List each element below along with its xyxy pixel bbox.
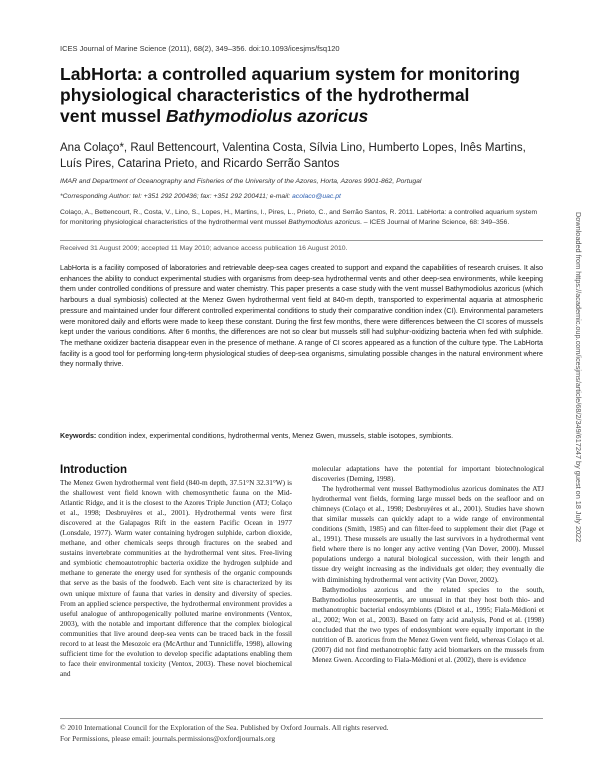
authors-line-1: Ana Colaço*, Raul Bettencourt, Valentina Costa, Sílvia Lino, Humberto Lopes, Inês Martins,: [60, 142, 526, 154]
header-divider: [60, 240, 543, 241]
download-watermark: Downloaded from https://academic.oup.com/icesjms/article/68/2/349/617247 by guest on 18 July 2022: [574, 212, 583, 543]
author-list: [60, 140, 540, 172]
affiliation: [60, 178, 540, 185]
corresponding-author: [60, 193, 540, 200]
copyright-line-2: For Permissions, please email: journals.permissions@oxfordjournals.org: [60, 733, 276, 743]
keywords-text: condition index, experimental conditions, hydrothermal vents, Menez Gwen, mussels, stable isotopes, symbionts.: [96, 432, 454, 440]
title-line-3: [60, 106, 530, 127]
citation: [60, 208, 540, 227]
footer-divider: [60, 718, 543, 719]
right-column: [312, 464, 544, 665]
publication-dates: Received 31 August 2009; accepted 11 May 2010; advance access publication 16 August 2010.: [60, 245, 348, 252]
running-head: ICES Journal of Marine Science (2011), 68(2), 349–356. doi:10.1093/icesjms/fsq120: [60, 44, 340, 53]
left-column: [60, 478, 292, 679]
copyright-line-1: © 2010 International Council for the Exploration of the Sea. Published by Oxford Journals. All rights reserved.: [60, 723, 389, 732]
intro-paragraph-1: The Menez Gwen hydrothermal vent field (840-m depth, 37.51°N 32.31°W) is the shallowest vent field known with chemosynthetic fauna on the Mid-Atlantic Ridge, and it is the closest to the Azores Triple Junction (ATJ; Colaço et al., 1998; Desbruyères et al., 2001). Hydrothermal vents were first discovered at the Galapagos Rift in the eastern Pacific Ocean in 1977 (Lonsdale, 1977). Warm water containing hydrogen sulphide, carbon dioxide, methane, and other chemicals seeps through fractures on the seabed and sustains invertebrate communities at the hydrothermal vent sites. Free-living and symbiotic chemoautotrophic bacteria oxidize the hydrogen sulphide and methane to generate the energy used for synthesis of the organic compounds that serve as the basis of the foodweb. Each vent site is characterized by its own unique mixture of fauna that varies in density and diversity of species. From an applied science perspective, the hydrothermal environment provides a useful analogue of anthropogenically polluted marine environments (Ventox, 2003), with the notable and important difference that the complex biological communities that live around deep-sea vents can be traced back in the fossil record to at least the Mesozoic era (McArthur and Tunnicliffe, 1998), allowing sufficient time for the evolution to develop specific adaptations enabling them to face their environmental toxicity (Ventox, 2003). These novel biochemical and: [60, 478, 292, 678]
authors-line-2: Luís Pires, Catarina Prieto, and Ricardo Serrão Santos: [60, 158, 340, 170]
intro-paragraph-continued: molecular adaptations have the potential for important biotechnological discoveries (Deming, 1998).: [312, 464, 544, 484]
title-line-1: LabHorta: a controlled aquarium system for monitoring: [60, 64, 520, 84]
intro-paragraph-3: Bathymodiolus azoricus and the related species to the south, Bathymodiolus puteoserpentis, are unusual in that they host both thio- and methanotrophic bacterial endosymbionts (Distel et al., 1995; Fiala-Médioni et al., 2002; Won et al., 2003). Based on fatty acid analysis, Pond et al. (1998) concluded that the two types of endosymbiont were equally important in the nutrition of B. azoricus from the Menez Gwen vent field, whereas Colaço et al. (2007) did not find methanotrophic fatty acid biomarkers on the mussels from Menez Gwen. According to Fiala-Médioni et al. (2002), there is evidence: [312, 584, 544, 664]
copyright-notice: [60, 723, 388, 744]
citation-part-2: . – ICES Journal of Marine Science, 68: 349–356.: [359, 218, 510, 226]
email-link[interactable]: acolaco@uac.pt: [292, 193, 341, 200]
title-line-3-plain: vent mussel: [60, 106, 167, 126]
article-title: [60, 64, 530, 127]
keywords: [60, 432, 543, 440]
affiliation-text: IMAR and Department of Oceanography and Fisheries of the University of the Azores, Horta, Azores 9901-862, Portugal: [60, 178, 422, 185]
title-species-name: Bathymodiolus azoricus: [166, 106, 369, 126]
abstract: LabHorta is a facility composed of laboratories and retrievable deep-sea cages created to support and expand the capabilities of research cruises. It also enhances the ability to conduct experimental studies with organisms from deep-sea hydrothermal vents and other deep-sea environments, while keeping them under controlled conditions of pressure and water chemistry. This paper presents a case study with the vent mussel Bathymodiolus azoricus (which harbours a dual symbiosis) collected at the Menez Gwen hydrothermal vent field at 840-m depth, transported to experimental aquaria at atmospheric pressure and maintained under four different controlled experimental conditions to study their comparative condition index (CI). Environmental parameters were monitored daily and efforts were made to keep these constant. During the first few months, there were differences between the CI scores of mussels kept under the various conditions. After 6 months, the differences are not so clear but mussels still had sulphur-oxidizing bacteria when fed with sulphide. The methane oxidizer bacteria disappear even in the presence of methane. A range of CI scores appeared as a function of the culture type. The LabHorta facility is a good tool for performing long-term physiological studies of deep-sea organisms, simulating possible changes in the natural environment where they normally thrive.: [60, 264, 543, 369]
title-line-2: physiological characteristics of the hydrothermal: [60, 85, 470, 105]
citation-part-1: Colaço, A., Bettencourt, R., Costa, V., Lino, S., Lopes, H., Martins, I., Pires, L., Prieto, C., and Serrão Santos, R. 2011. LabHorta: a controlled aquarium system for monitoring physiological characteristics of the hydrothermal vent mussel: [60, 209, 538, 226]
citation-species: Bathymodiolus azoricus: [288, 218, 360, 226]
keywords-label: Keywords:: [60, 432, 97, 440]
corresponding-text: *Corresponding Author: tel: +351 292 200436; fax: +351 292 200411; e-mail:: [60, 193, 293, 200]
intro-paragraph-2: The hydrothermal vent mussel Bathymodiolus azoricus dominates the ATJ hydrothermal vent fields, forming large mussel beds on the seafloor and on chimneys (Colaço et al., 1998; Desbruyères et al., 2001). Studies have shown that similar mussels can quickly adapt to a wide range of environmental conditions (Smith, 1985) and can filter-feed to supplement their diet (Page et al., 1991). These mussels are usually the last survivors in a hydrothermal vent field where there is no longer any active venting (Van Dover, 2000). Mussel populations undergo a natural biological succession, with their length and tissue dry weight increasing as the individuals get older; they eventually die with diminishing hydrothermal vent activity (Van Dover, 2002).: [312, 484, 544, 584]
section-heading-introduction: Introduction: [60, 464, 128, 476]
